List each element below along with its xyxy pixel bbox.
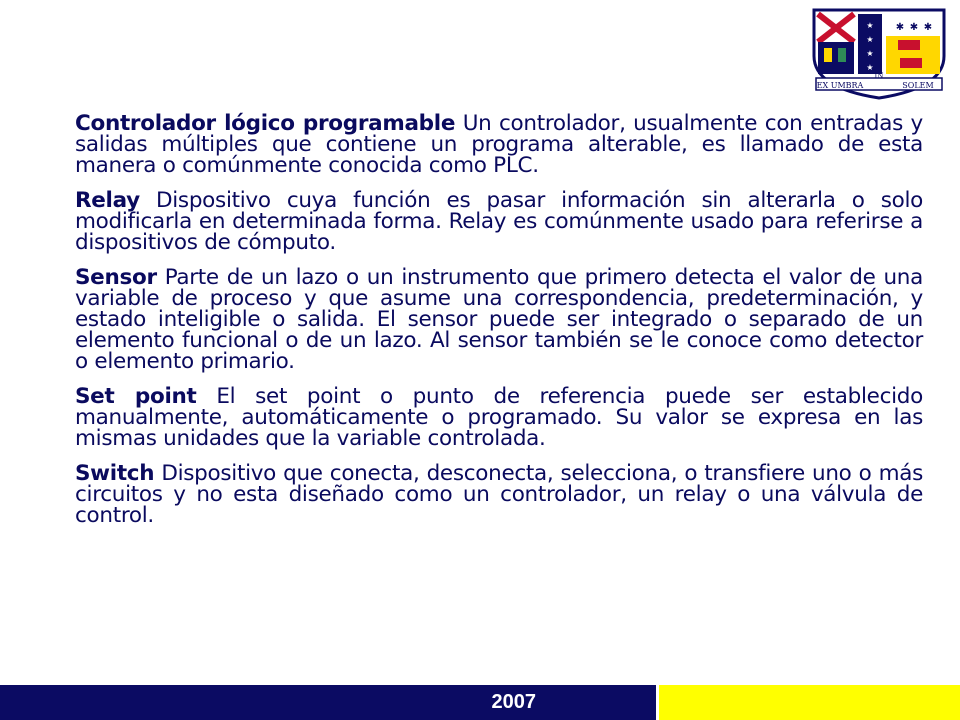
motto-right-text: SOLEM — [902, 81, 934, 90]
glossary-entry-sensor — [75, 267, 923, 372]
svg-text:★: ★ — [866, 63, 874, 72]
university-crest-logo — [810, 8, 948, 100]
glossary-entry-relay — [75, 190, 923, 253]
entry-term: Relay — [75, 188, 140, 213]
svg-text:★: ★ — [866, 35, 874, 44]
svg-text:✱: ✱ — [923, 22, 933, 33]
footer-bar-yellow — [659, 685, 960, 720]
motto-left-text: EX UMBRA — [816, 81, 864, 90]
entry-definition: Parte de un lazo o un instrumento que primero detecta el valor de una variable de proceso y que asume una correspondencia, predeterminación, y estado inteligible o salida. El sensor puede ser integrado o separado de un elemento funcional o de un lazo. Al sensor también se le conoce como detector o elemento primario. — [75, 265, 923, 374]
footer-year: 2007 — [491, 691, 536, 713]
footer-bar-blue — [0, 685, 656, 720]
glossary-entry-switch — [75, 463, 923, 526]
entry-term: Switch — [75, 461, 155, 486]
entry-definition: Dispositivo cuya función es pasar información sin alterarla o solo modificarla en determinada forma. Relay es comúnmente usado para referirse a dispositivos de cómputo. — [75, 188, 923, 255]
entry-term: Set point — [75, 384, 197, 409]
svg-text:★: ★ — [866, 21, 874, 30]
svg-text:★: ★ — [866, 49, 874, 58]
svg-text:✱: ✱ — [909, 22, 919, 33]
glossary-entry-plc — [75, 113, 923, 176]
glossary-content — [75, 113, 923, 540]
entry-definition: Dispositivo que conecta, desconecta, selecciona, o transfiere uno o más circuitos y no esta diseñado como un controlador, un relay o una válvula de control. — [75, 461, 923, 528]
entry-definition: Un controlador, usualmente con entradas y salidas múltiples que contiene un programa alterable, es llamado de esta manera o comúnmente conocida como PLC. — [75, 111, 923, 178]
motto-mid-text: IN — [874, 72, 884, 80]
entry-term: Controlador lógico programable — [75, 111, 456, 136]
svg-text:✱: ✱ — [895, 22, 905, 33]
entry-term: Sensor — [75, 265, 157, 290]
glossary-entry-set-point — [75, 386, 923, 449]
entry-definition: El set point o punto de referencia puede ser establecido manualmente, automáticamente o programado. Su valor se expresa en las mismas unidades que la variable controlada. — [75, 384, 923, 451]
